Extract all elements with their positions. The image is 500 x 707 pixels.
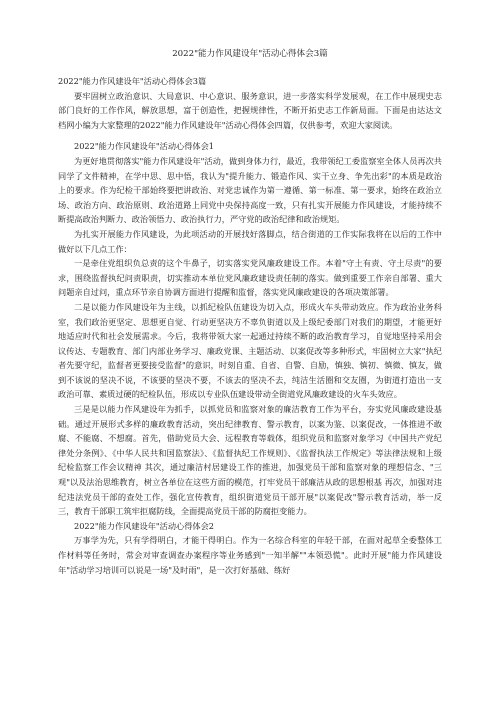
- document-body: [58, 74, 442, 577]
- section-1-heading: 2022"能力作风建设年"活动心得体会1: [74, 141, 215, 152]
- document-title: 2022"能力作风建设年"活动心得体会3篇: [172, 49, 328, 59]
- section-1-paragraph-5: 三是是以能力作风建设年为抓手，以抓党员和监察对象的廉洁教育工作为平台，夯实党风廉政建设基础。通过开展形式多样的廉政教育活动，突出纪律教育、警示教育，以案为鉴、以案促改，一体推进不敢腐、不能腐、不想腐。首先，借助党员大会、远程教育等载体，组织党员和监察对象学习《中国共产党纪律处分条例》、《中华人民共和国监察法》、《监督执纪工作规则》、《监督执法工作规定》等法律法规和上级纪检监察工作会议精神 其次，通过廉洁村居建设工作的推进，加强党员干部和监察对象的理想信念、"三观"以及法治思维教育，树立各单位在这些方面的模范，打牢党员干部廉洁从政的思想根基 再次，加强对违纪违法党员干部的查处工作，强化宣传教育，组织街道党员干部开展"以案促改"警示教育活动，举一反三，教育干部职工筑牢拒腐防线，全面提高党员干部的防腐拒变能力。: [58, 404, 442, 517]
- intro-paragraph: 要牢固树立政治意识、大局意识、中心意识、服务意识，进一步落实科学发展观，在工作中展现史志部门良好的工作作风，解放思想，富于创造性，把握规律性，不断开拓史志工作新局面。下面是由达达文档网小编为大家整理的2022"能力作风建设年"活动心得体会四篇，仅供参考，欢迎大家阅读。: [58, 90, 442, 130]
- document-subtitle: 2022"能力作风建设年"活动心得体会3篇: [58, 76, 207, 86]
- section-1-paragraph-1: 为更好地贯彻落实"能力作风建设年"活动，做到身体力行，最近，我带领纪工委监察室全体人员再次共同学了文件精神，在学中思、思中悟，我认为"提升能力、锻造作风、实干立身、争先出彩"的本质是政治上的要求。作为纪检干部始终要把讲政治、对党忠诚作为第一遵循、第一标准、第一要求，始终在政治立场、政治方向、政治原则、政治道路上同党中央保持高度一致，只有扎实开展能力作风建设，才能持续不断提高政治判断力、政治领悟力、政治执行力，严守党的政治纪律和政治规矩。: [58, 155, 442, 225]
- section-1-paragraph-4: 二是以能力作风建设年为主线，以抓纪检队伍建设为切入点，形成火车头带动效应。作为政治业务科室，我们政治更坚定、思想更自觉、行动更坚决方不辜负街道以及上级纪委部门对我们的期望，才能更好地适应时代和社会发展需求。今后，我将带领大家一起通过持续不断的政治教育学习，自觉地坚持采用会议传达、专题教育、部门内部业务学习、廉政党课、主题活动、以案促改等多种形式，牢固树立大家"执纪者先要守纪，监督者更要接受监督"的意识，时刻自重、自省、自警、自励，慎独、慎初、慎微、慎友，做到不该说的坚决不说，不该要的坚决不要，不该去的坚决不去，纯洁生活圈和交友圈，为街道打造出一支政治可靠、素质过硬的纪检队伍，形成以专业队伍建设带动全街道党风廉政建设的火车头效应。: [58, 301, 442, 400]
- section-2-heading: 2022"能力作风建设年"活动心得体会2: [74, 520, 215, 531]
- section-2-paragraph-1: 万事学为先，只有学得明白，才能干得明白。作为一名综合科室的年轻干部，在面对起草全委整体工作材料等任务时，常会对审查调查办案程序等业务感到"一知半解""本领恐慌"。此时开展"能力作风建设年"活动学习培训可以说是一场"及时雨"，是一次打好基础、练好: [58, 535, 442, 575]
- section-1-paragraph-2: 为扎实开展能力作风建设，为此项活动的开展找好落脚点，结合街道的工作实际我将在以后的工作中做好以下几点工作：: [58, 228, 442, 254]
- section-1-paragraph-3: 一是牵住党组织负总责的这个牛鼻子，切实落实党风廉政建设工作。本着"守土有责、守土尽责"的要求，围绕监督执纪问责职责，切实推动本单位党风廉政建设责任制的落实。做到重要工作亲自部署、重大问题亲自过问，重点环节亲自协调方面进行提醒和监督，落实党风廉政建设的各项决策部署。: [58, 258, 442, 298]
- spacer: [58, 132, 442, 139]
